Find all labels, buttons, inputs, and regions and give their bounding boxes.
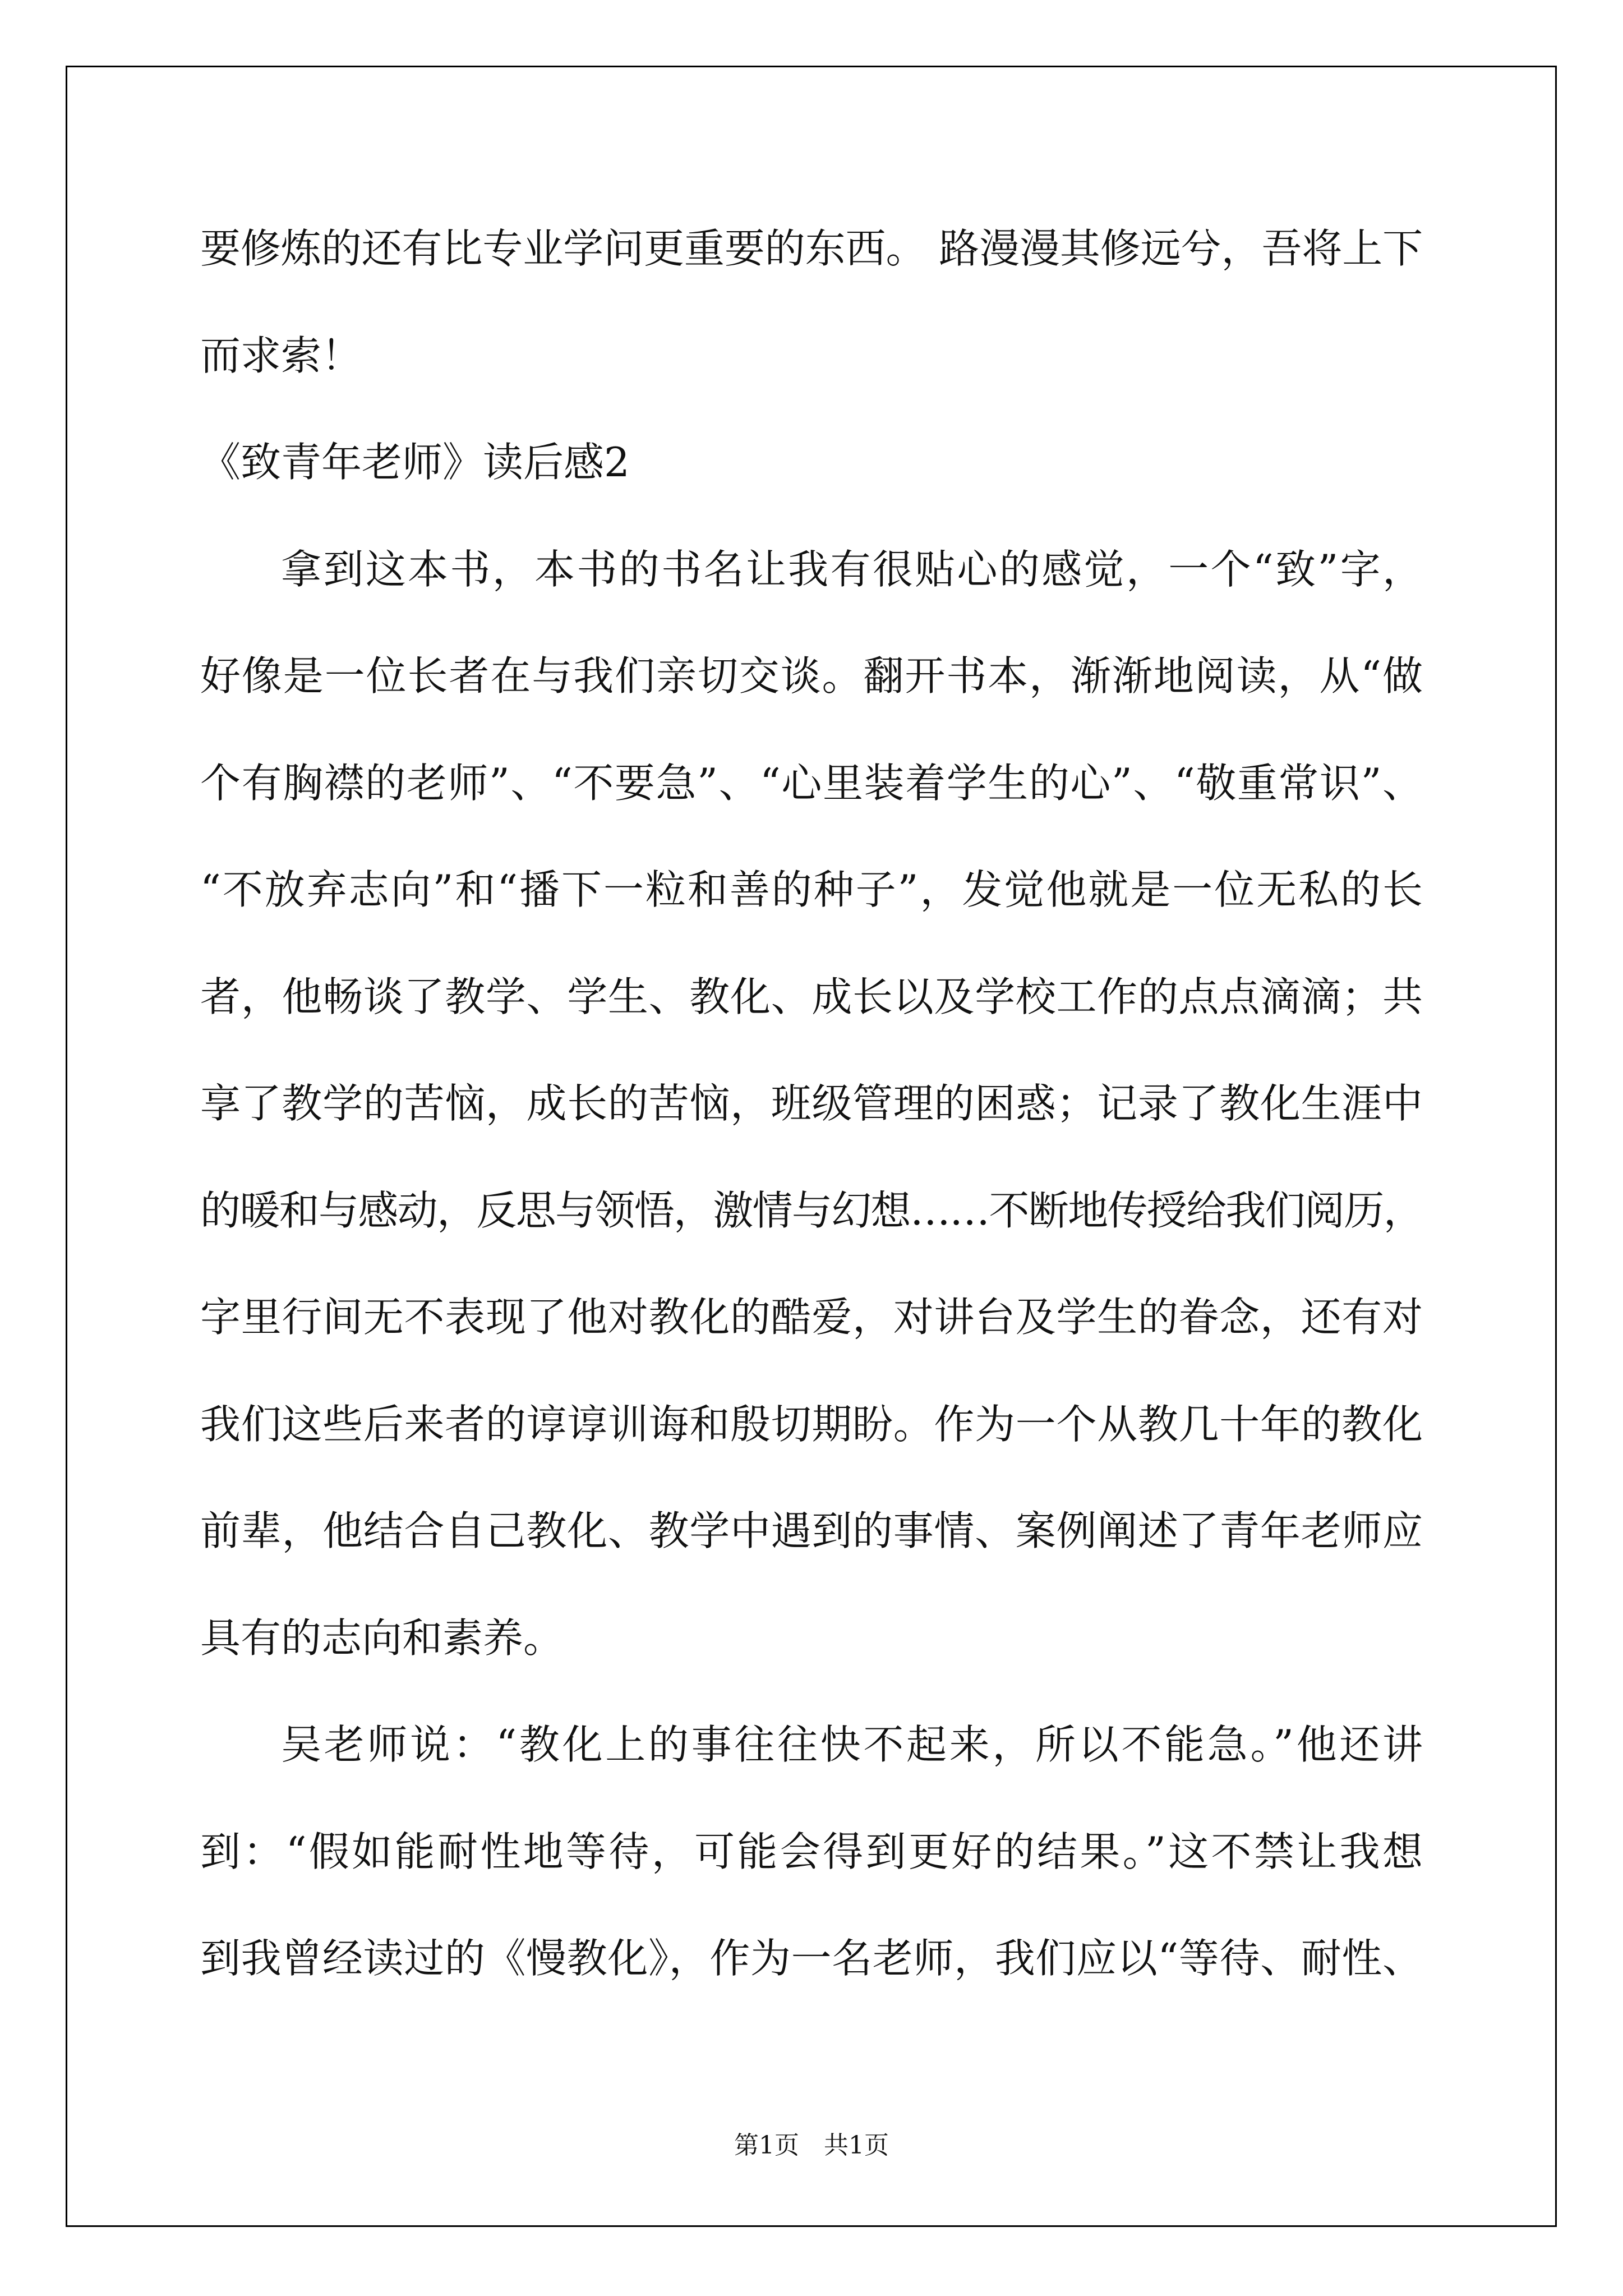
text-line: 的暖和与感动，反思与领悟，激情与幻想……不断地传授给我们阅历，: [200, 1186, 1423, 1234]
text-line: 拿到这本书，本书的书名让我有很贴心的感觉，一个“致”字，: [281, 545, 1423, 593]
section-heading: [200, 409, 1423, 516]
text-line: 具有的志向和素养。: [200, 1614, 564, 1662]
text-line: 好像是一位长者在与我们亲切交谈。翻开书本，渐渐地阅读，从“做: [200, 652, 1423, 700]
paragraph: [200, 516, 1423, 1692]
text-line: 到我曾经读过的《慢教化》，作为一名老师，我们应以“等待、耐性、: [200, 1935, 1423, 1982]
document-body: [200, 195, 1423, 2012]
text-line: 而求索！: [200, 332, 362, 379]
page-footer: [0, 2132, 1623, 2160]
text-line: 享了教学的苦恼，成长的苦恼，班级管理的困惑；记录了教化生涯中: [200, 1080, 1423, 1127]
text-line: 者，他畅谈了教学、学生、教化、成长以及学校工作的点点滴滴；共: [200, 973, 1423, 1020]
paragraph: [200, 1691, 1423, 2012]
paragraph: [200, 195, 1423, 409]
text-line: 要修炼的还有比专业学问更重要的东西。 路漫漫其修远兮，吾将上下: [200, 225, 1423, 272]
text-line: 个有胸襟的老师”、“不要急”、“心里装着学生的心”、“敬重常识”、: [200, 759, 1423, 807]
heading-text: 《致青年老师》读后感2: [200, 439, 630, 486]
text-line: 到：“假如能耐性地等待，可能会得到更好的结果。”这不禁让我想: [200, 1828, 1423, 1875]
text-line: 吴老师说：“教化上的事往往快不起来，所以不能急。”他还讲: [281, 1721, 1423, 1768]
text-line: “不放弃志向”和“播下一粒和善的种子”，发觉他就是一位无私的长: [200, 866, 1423, 913]
text-line: 前辈，他结合自己教化、教学中遇到的事情、案例阐述了青年老师应: [200, 1507, 1423, 1554]
text-line: 字里行间无不表现了他对教化的酷爱，对讲台及学生的眷念，还有对: [200, 1294, 1423, 1341]
text-line: 我们这些后来者的谆谆训诲和殷切期盼。作为一个从教几十年的教化: [200, 1400, 1423, 1448]
page-number: 第1页 共1页: [734, 2131, 889, 2160]
